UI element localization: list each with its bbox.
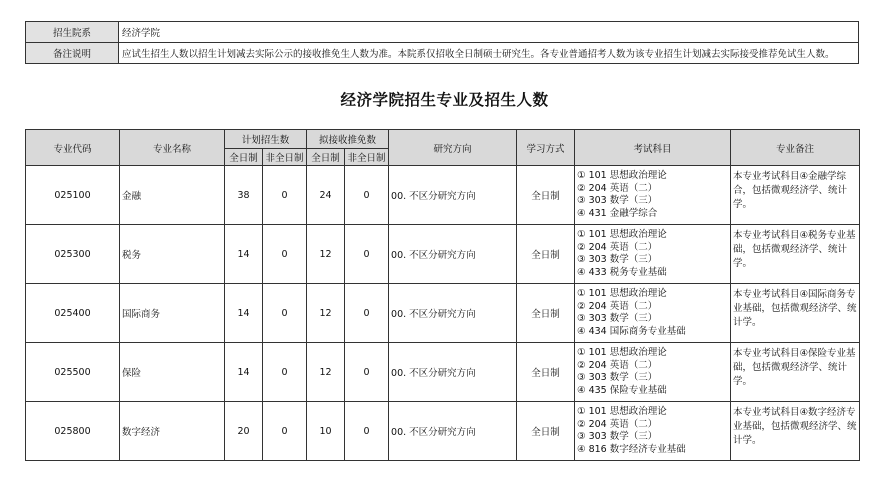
cell-plan-full: 20 bbox=[225, 402, 263, 461]
info-row-remarks bbox=[26, 43, 859, 64]
cell-direction: 00. 不区分研究方向 bbox=[389, 166, 517, 225]
cell-exempt-full: 12 bbox=[307, 284, 345, 343]
header-plan-part: 非全日制 bbox=[263, 149, 307, 166]
subject-line: ③ 303 数学（三） bbox=[577, 254, 658, 265]
subject-line: ① 101 思想政治理论 bbox=[577, 170, 667, 181]
cell-exempt-part: 0 bbox=[345, 402, 389, 461]
table-row bbox=[26, 343, 860, 402]
subject-line: ④ 431 金融学综合 bbox=[577, 207, 658, 219]
header-subjects: 考试科目 bbox=[575, 130, 731, 166]
subject-line: ④ 433 税务专业基础 bbox=[577, 266, 667, 278]
info-value: 应试生招生人数以招生计划减去实际公示的接收推免生人数为准。本院系仅招收全日制硕士研究生。各专业普通招考人数为该专业招生计划减去实际接受推荐免试生人数。 bbox=[119, 43, 859, 64]
cell-notes: 本专业考试科目④数字经济专业基础，包括微观经济学、统计学。 bbox=[731, 402, 860, 461]
cell-plan-full: 14 bbox=[225, 343, 263, 402]
cell-code: 025100 bbox=[26, 166, 120, 225]
subject-line: ② 204 英语（二） bbox=[577, 300, 658, 312]
cell-name: 国际商务 bbox=[120, 284, 225, 343]
cell-mode: 全日制 bbox=[517, 402, 575, 461]
cell-plan-part: 0 bbox=[263, 225, 307, 284]
cell-name: 保险 bbox=[120, 343, 225, 402]
cell-subjects bbox=[575, 402, 731, 461]
cell-code: 025800 bbox=[26, 402, 120, 461]
subject-line: ① 101 思想政治理论 bbox=[577, 347, 667, 358]
cell-plan-full: 14 bbox=[225, 284, 263, 343]
subject-line: ③ 303 数学（三） bbox=[577, 313, 658, 324]
cell-subjects bbox=[575, 166, 731, 225]
cell-exempt-full: 12 bbox=[307, 343, 345, 402]
header-exempt-full: 全日制 bbox=[307, 149, 345, 166]
subject-line: ② 204 英语（二） bbox=[577, 418, 658, 430]
table-row bbox=[26, 225, 860, 284]
cell-code: 025500 bbox=[26, 343, 120, 402]
cell-exempt-full: 12 bbox=[307, 225, 345, 284]
cell-mode: 全日制 bbox=[517, 284, 575, 343]
cell-notes: 本专业考试科目④国际商务专业基础，包括微观经济学、统计学。 bbox=[731, 284, 860, 343]
cell-mode: 全日制 bbox=[517, 343, 575, 402]
cell-notes: 本专业考试科目④税务专业基础，包括微观经济学、统计学。 bbox=[731, 225, 860, 284]
info-value: 经济学院 bbox=[119, 22, 859, 43]
info-table bbox=[25, 21, 859, 64]
subject-line: ③ 303 数学（三） bbox=[577, 372, 658, 383]
cell-subjects bbox=[575, 225, 731, 284]
subject-line: ① 101 思想政治理论 bbox=[577, 229, 667, 240]
table-row bbox=[26, 166, 860, 225]
enrollment-table bbox=[25, 129, 860, 461]
subject-line: ③ 303 数学（三） bbox=[577, 431, 658, 442]
cell-plan-full: 14 bbox=[225, 225, 263, 284]
header-plan-full: 全日制 bbox=[225, 149, 263, 166]
cell-exempt-part: 0 bbox=[345, 166, 389, 225]
table-row bbox=[26, 284, 860, 343]
header-name: 专业名称 bbox=[120, 130, 225, 166]
header-mode: 学习方式 bbox=[517, 130, 575, 166]
cell-code: 025300 bbox=[26, 225, 120, 284]
header-direction: 研究方向 bbox=[389, 130, 517, 166]
header-code: 专业代码 bbox=[26, 130, 120, 166]
cell-exempt-part: 0 bbox=[345, 225, 389, 284]
subject-line: ② 204 英语（二） bbox=[577, 359, 658, 371]
subject-line: ④ 434 国际商务专业基础 bbox=[577, 325, 686, 337]
cell-notes: 本专业考试科目④保险专业基础，包括微观经济学、统计学。 bbox=[731, 343, 860, 402]
page-title: 经济学院招生专业及招生人数 bbox=[340, 91, 549, 109]
cell-mode: 全日制 bbox=[517, 225, 575, 284]
cell-exempt-part: 0 bbox=[345, 284, 389, 343]
cell-direction: 00. 不区分研究方向 bbox=[389, 284, 517, 343]
cell-notes: 本专业考试科目④金融学综合，包括微观经济学、统计学。 bbox=[731, 166, 860, 225]
cell-code: 025400 bbox=[26, 284, 120, 343]
info-row-department bbox=[26, 22, 859, 43]
cell-plan-full: 38 bbox=[225, 166, 263, 225]
cell-direction: 00. 不区分研究方向 bbox=[389, 402, 517, 461]
cell-exempt-full: 24 bbox=[307, 166, 345, 225]
cell-plan-part: 0 bbox=[263, 343, 307, 402]
cell-subjects bbox=[575, 343, 731, 402]
info-label: 备注说明 bbox=[26, 43, 119, 64]
header-notes: 专业备注 bbox=[731, 130, 860, 166]
header-plan: 计划招生数 bbox=[225, 130, 307, 149]
subject-line: ④ 435 保险专业基础 bbox=[577, 384, 667, 396]
table-row bbox=[26, 402, 860, 461]
cell-name: 金融 bbox=[120, 166, 225, 225]
cell-direction: 00. 不区分研究方向 bbox=[389, 225, 517, 284]
cell-exempt-part: 0 bbox=[345, 343, 389, 402]
subject-line: ① 101 思想政治理论 bbox=[577, 288, 667, 299]
header-row bbox=[26, 130, 860, 149]
header-exempt: 拟接收推免数 bbox=[307, 130, 389, 149]
header-exempt-part: 非全日制 bbox=[345, 149, 389, 166]
cell-mode: 全日制 bbox=[517, 166, 575, 225]
cell-plan-part: 0 bbox=[263, 284, 307, 343]
cell-name: 税务 bbox=[120, 225, 225, 284]
subject-line: ② 204 英语（二） bbox=[577, 182, 658, 194]
subject-line: ① 101 思想政治理论 bbox=[577, 406, 667, 417]
cell-plan-part: 0 bbox=[263, 402, 307, 461]
cell-direction: 00. 不区分研究方向 bbox=[389, 343, 517, 402]
cell-name: 数字经济 bbox=[120, 402, 225, 461]
cell-exempt-full: 10 bbox=[307, 402, 345, 461]
subject-line: ② 204 英语（二） bbox=[577, 241, 658, 253]
info-label: 招生院系 bbox=[26, 22, 119, 43]
cell-plan-part: 0 bbox=[263, 166, 307, 225]
cell-subjects bbox=[575, 284, 731, 343]
subject-line: ④ 816 数字经济专业基础 bbox=[577, 443, 686, 455]
subject-line: ③ 303 数学（三） bbox=[577, 195, 658, 206]
